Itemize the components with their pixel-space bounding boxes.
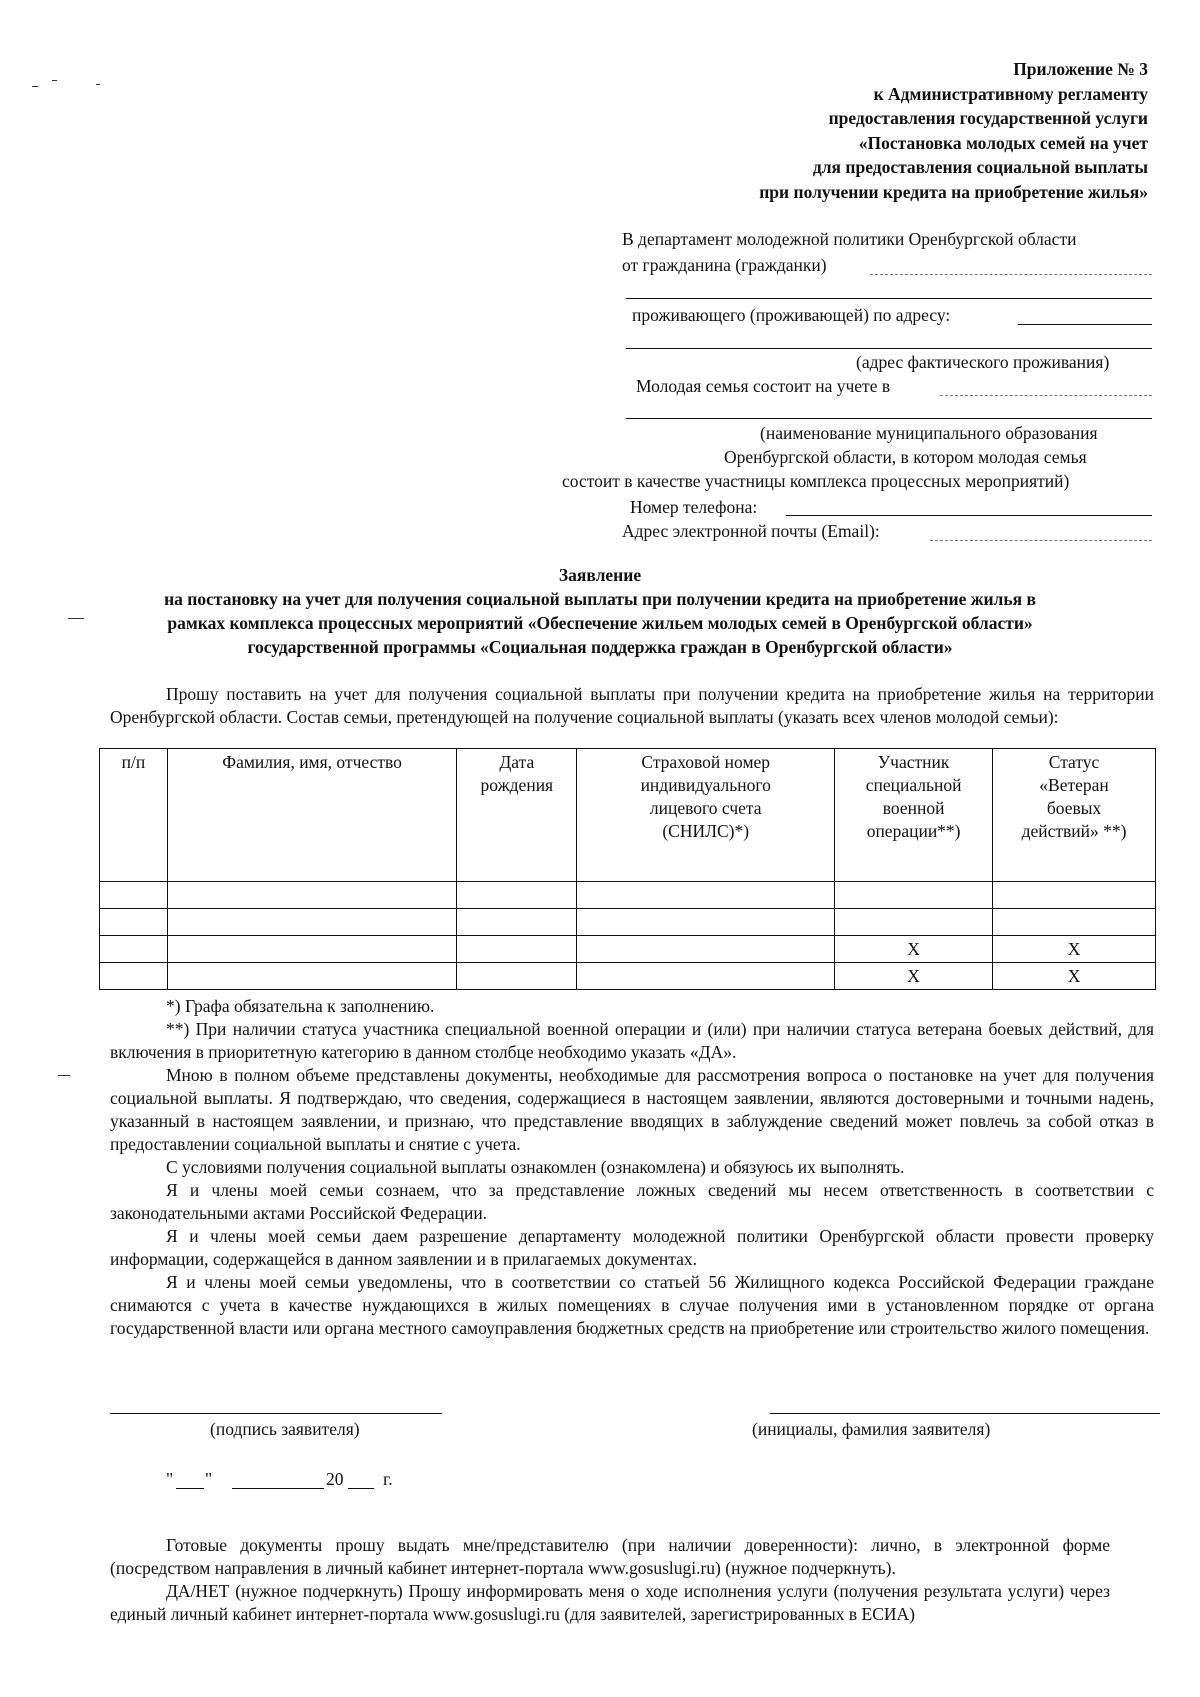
- signature-caption: (подпись заявителя): [210, 1419, 360, 1439]
- table-cell[interactable]: X: [835, 936, 993, 963]
- table-cell[interactable]: [100, 963, 168, 990]
- title-line: государственной программы «Социальная поддержка граждан в Оренбургской области»: [247, 637, 953, 657]
- appendix-line: предоставления государственной услуги: [828, 108, 1148, 128]
- delivery-paragraph: Готовые документы прошу выдать мне/представителю (при наличии доверенности): лично, в электронной форме (посредством направления в личный кабинет интернет-портала www.gosuslugi.ru) (нужное подчеркнуть).: [110, 1535, 1110, 1578]
- delivery-preferences: [110, 1534, 1110, 1626]
- email-label: Адрес электронной почты (Email):: [622, 521, 880, 541]
- title-heading: Заявление: [558, 565, 642, 585]
- declarations: [110, 995, 1154, 1340]
- table-cell[interactable]: [577, 882, 835, 909]
- applicant-name-caption: (инициалы, фамилия заявителя): [752, 1419, 991, 1439]
- intro-paragraph: [110, 683, 1154, 729]
- registered-field[interactable]: [940, 395, 1152, 396]
- table-cell[interactable]: [577, 909, 835, 936]
- table-cell[interactable]: [457, 963, 577, 990]
- table-cell[interactable]: [167, 963, 456, 990]
- scan-mark: [58, 1075, 70, 1076]
- from-label: от гражданина (гражданки): [622, 255, 827, 275]
- col-header-svo-participant: Участник специальной военной операции**): [835, 749, 993, 882]
- title-line: рамках комплекса процессных мероприятий «Обеспечение жильем молодых семей в Оренбургской области»: [167, 613, 1033, 633]
- date-year-prefix: 20: [326, 1469, 344, 1489]
- address-block: [0, 0, 1200, 560]
- table-cell[interactable]: [167, 882, 456, 909]
- municipality-caption: Оренбургской области, в котором молодая семья: [724, 447, 1087, 467]
- col-header-veteran-status: Статус «Ветеран боевых действий» **): [993, 749, 1156, 882]
- table-row: [100, 936, 1156, 963]
- table-cell[interactable]: [835, 882, 993, 909]
- date-open-quote: ": [166, 1469, 174, 1489]
- declaration-paragraph: Я и члены моей семьи уведомлены, что в соответствии со статьей 56 Жилищного кодекса Российской Федерации граждане снимаются с учета в качестве нуждающихся в жилых помещениях в случае получения ими в установленном порядке от органа государственной власти или органа местного самоуправления бюджетных средств на приобретение или строительство жилого помещения.: [110, 1272, 1154, 1338]
- residence-label: проживающего (проживающей) по адресу:: [632, 305, 951, 325]
- col-header-birthdate: Дата рождения: [457, 749, 577, 882]
- footnote-priority: **) При наличии статуса участника специальной военной операции и (или) при наличии статуса ветерана боевых действий, для включения в приоритетную категорию в данном столбце необходимо указать «ДА».: [110, 1019, 1154, 1062]
- email-field[interactable]: [930, 540, 1152, 541]
- phone-field[interactable]: [786, 515, 1152, 516]
- table-cell[interactable]: [993, 909, 1156, 936]
- table-cell[interactable]: [457, 936, 577, 963]
- table-cell[interactable]: [577, 936, 835, 963]
- table-row: [100, 909, 1156, 936]
- municipality-caption: состоит в качестве участницы комплекса процессных мероприятий): [562, 471, 1070, 491]
- residence-field-line2[interactable]: [626, 348, 1152, 349]
- date-day-field[interactable]: [176, 1488, 204, 1489]
- residence-field[interactable]: [1018, 324, 1152, 325]
- table-cell[interactable]: [167, 909, 456, 936]
- table-cell[interactable]: [167, 936, 456, 963]
- declaration-paragraph: С условиями получения социальной выплаты ознакомлен (ознакомлена) и обязуюсь их выполнять.: [166, 1157, 905, 1177]
- family-members-table: [99, 748, 1156, 990]
- signature-line[interactable]: [110, 1413, 442, 1414]
- date-year-field[interactable]: [348, 1488, 374, 1489]
- col-header-snils: Страховой номер индивидуального лицевого счета (СНИЛС)*): [577, 749, 835, 882]
- col-header-number: п/п: [100, 749, 168, 882]
- notification-paragraph: ДА/НЕТ (нужное подчеркнуть) Прошу информировать меня о ходе исполнения услуги (получения результата услуги) через единый личный кабинет интернет-портала www.gosuslugi.ru (для заявителей, зарегистрированных в ЕСИА): [110, 1581, 1110, 1624]
- municipality-caption: (наименование муниципального образования: [760, 423, 1098, 443]
- declaration-paragraph: Я и члены моей семьи даем разрешение департаменту молодежной политики Оренбургской области провести проверку информации, содержащейся в данном заявлении и в прилагаемых документах.: [110, 1226, 1154, 1269]
- table-cell[interactable]: X: [993, 936, 1156, 963]
- appendix-line: Приложение № 3: [1013, 59, 1148, 79]
- table-cell[interactable]: [100, 909, 168, 936]
- recipient-line: В департамент молодежной политики Оренбургской области: [622, 229, 1077, 249]
- table-cell[interactable]: [100, 882, 168, 909]
- table-header-row: [100, 749, 1156, 882]
- appendix-line: «Постановка молодых семей на учет: [858, 132, 1148, 153]
- footnote-required: *) Графа обязательна к заполнению.: [166, 996, 435, 1016]
- document-title: [100, 563, 1100, 659]
- declaration-paragraph: Мною в полном объеме представлены документы, необходимые для рассмотрения вопроса о постановке на учет для получения социальной выплаты. Я подтверждаю, что сведения, содержащиеся в настоящем заявлении, являются достоверными и точными надень, указанный в настоящем заявлении, и признаю, что представление вводящих в заблуждение сведений может повлечь за собой отказ в предоставлении социальной выплаты и снятие с учета.: [110, 1065, 1154, 1154]
- table-cell[interactable]: [577, 963, 835, 990]
- residence-caption: (адрес фактического проживания): [856, 352, 1110, 372]
- table-cell[interactable]: X: [993, 963, 1156, 990]
- date-year-suffix: г.: [383, 1469, 393, 1489]
- registered-field-line2[interactable]: [626, 418, 1152, 419]
- appendix-line: при получении кредита на приобретение жилья»: [759, 181, 1148, 202]
- registered-label: Молодая семья состоит на учете в: [636, 376, 891, 396]
- phone-label: Номер телефона:: [630, 497, 758, 517]
- scan-mark: [68, 618, 84, 619]
- table-row: [100, 963, 1156, 990]
- date-close-quote: ": [205, 1469, 213, 1489]
- intro-text: Прошу поставить на учет для получения социальной выплаты при получении кредита на приобретение жилья на территории Оренбургской области. Состав семьи, претендующей на получение социальной выплаты (указать всех членов молодой семьи):: [110, 684, 1154, 727]
- table-cell[interactable]: [457, 882, 577, 909]
- applicant-name-line[interactable]: [770, 1413, 1160, 1414]
- from-field-line2[interactable]: [626, 298, 1152, 299]
- table-cell[interactable]: [457, 909, 577, 936]
- appendix-line: для предоставления социальной выплаты: [812, 157, 1148, 177]
- table-row: [100, 882, 1156, 909]
- date-month-field[interactable]: [232, 1488, 324, 1489]
- title-line: на постановку на учет для получения социальной выплаты при получении кредита на приобретение жилья в: [164, 589, 1036, 609]
- table-cell[interactable]: [100, 936, 168, 963]
- table-cell[interactable]: [835, 909, 993, 936]
- col-header-name: Фамилия, имя, отчество: [167, 749, 456, 882]
- appendix-line: к Административному регламенту: [873, 83, 1148, 104]
- table-cell[interactable]: [993, 882, 1156, 909]
- declaration-paragraph: Я и члены моей семьи сознаем, что за представление ложных сведений мы несем ответственность в соответствии с законодательными актами Российской Федерации.: [110, 1180, 1154, 1223]
- from-field[interactable]: [870, 274, 1152, 275]
- table-cell[interactable]: X: [835, 963, 993, 990]
